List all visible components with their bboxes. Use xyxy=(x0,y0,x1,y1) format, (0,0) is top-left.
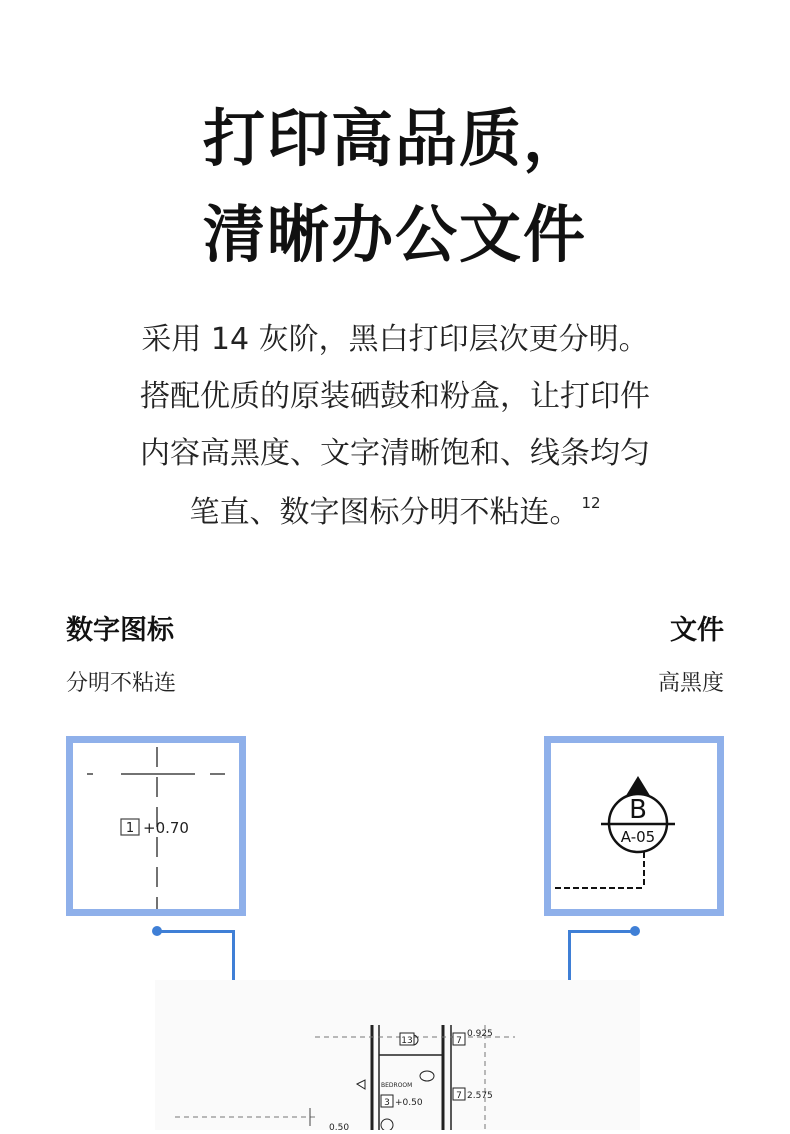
description-line-2: 搭配优质的原装硒鼓和粉盒，让打印件 xyxy=(140,379,650,414)
plan-room-label: BEDROOM xyxy=(381,1082,413,1089)
headline-line-2: 清晰办公文件 xyxy=(202,198,587,271)
plan-dim-0925: 0.925 xyxy=(467,1029,493,1039)
level-tag-number: 1 xyxy=(125,821,135,836)
description-line-1: 采用 14 灰阶，黑白打印层次更分明。 xyxy=(141,322,649,357)
plan-dim-2575: 2.575 xyxy=(467,1091,493,1101)
left-callout-title: 数字图标 xyxy=(66,615,174,646)
section-code: A-05 xyxy=(620,828,656,846)
plan-tag-3: 3 xyxy=(384,1098,390,1108)
headline-line-1: 打印高品质， xyxy=(202,102,587,175)
left-zoom-box xyxy=(66,736,246,916)
plan-dim-050b: 0.50 xyxy=(329,1123,350,1130)
description-line-4-text: 笔直、数字图标分明不粘连。 xyxy=(189,495,580,530)
right-connector-horizontal xyxy=(569,930,635,933)
floor-plan-drawing xyxy=(155,980,640,1130)
section-letter: B xyxy=(629,795,647,825)
left-callout-subtitle: 分明不粘连 xyxy=(66,671,177,696)
plan-tag-7a: 7 xyxy=(456,1036,462,1046)
level-value: +0.70 xyxy=(143,819,189,837)
right-callout-subtitle: 高黑度 xyxy=(657,671,724,696)
floor-plan-svg xyxy=(155,980,640,1130)
plan-tag-13: 13 xyxy=(401,1036,413,1046)
description-line-4 xyxy=(0,496,790,528)
left-connector-horizontal xyxy=(157,930,234,933)
description-line-3: 内容高黑度、文字清晰饱和、线条均匀 xyxy=(140,436,650,471)
right-zoom-box xyxy=(544,736,724,916)
plan-dim-050a: +0.50 xyxy=(395,1098,423,1108)
section-marker-drawing xyxy=(551,743,717,909)
right-callout-title: 文件 xyxy=(670,615,724,646)
elevation-marker-drawing xyxy=(73,743,239,909)
plan-tag-7b: 7 xyxy=(456,1091,462,1101)
footnote-marker: 12 xyxy=(581,494,601,512)
